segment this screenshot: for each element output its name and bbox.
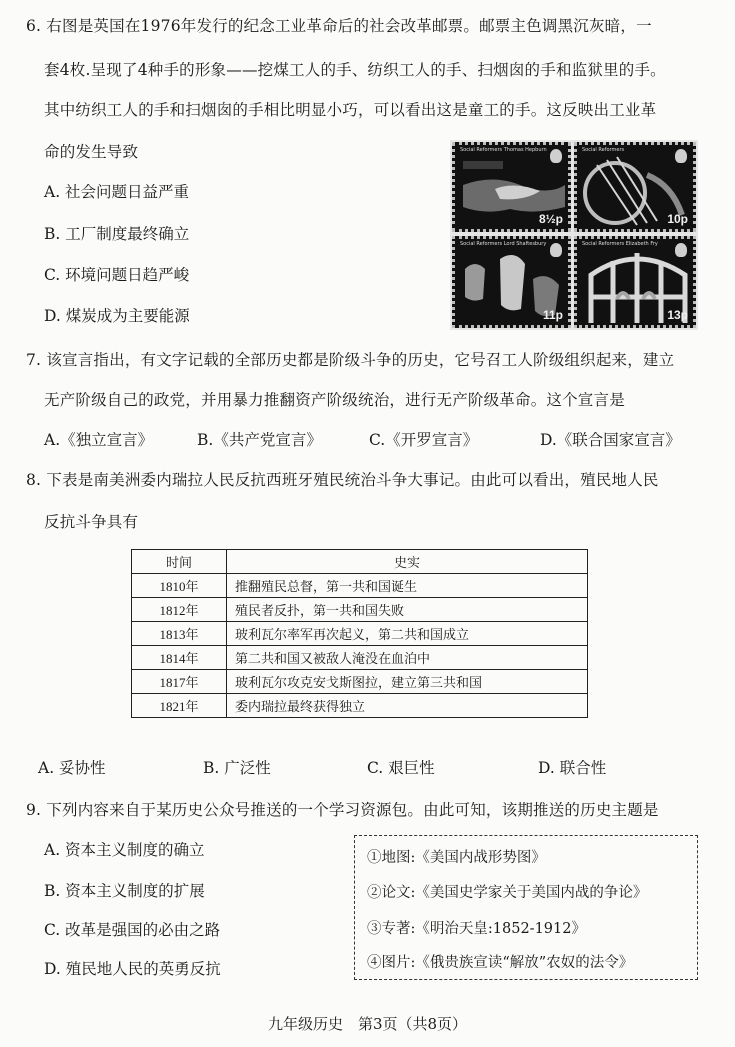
resource-item-map: ①地图:《美国内战形势图》 xyxy=(367,850,546,866)
q6-stem-line1: 6. 右图是英国在1976年发行的纪念工业革命后的社会改革邮票。邮票主色调黑沉灰暗，一 xyxy=(26,17,652,35)
year-cell: 1821年 xyxy=(132,694,227,718)
stamp-value: 10p xyxy=(667,212,688,226)
fact-cell: 玻利瓦尔攻克安戈斯图拉，建立第三共和国 xyxy=(227,670,588,694)
q6-option-b[interactable]: B. 工厂制度最终确立 xyxy=(44,225,190,243)
page-footer: 九年级历史 第3页（共8页） xyxy=(267,1015,468,1033)
q7-stem-line1: 7. 该宣言指出，有文字记载的全部历史都是阶级斗争的历史，它号召工人阶级组织起来，建立 xyxy=(26,351,675,369)
table-row xyxy=(132,694,588,718)
q6-stem-line3: 其中纺织工人的手和扫烟囱的手相比明显小巧，可以看出这是童工的手。这反映出工业革 xyxy=(44,101,657,119)
stamp-value: 8½p xyxy=(538,212,563,226)
q7-option-c[interactable]: C.《开罗宣言》 xyxy=(369,431,479,449)
resource-pack-box xyxy=(354,835,698,980)
stamp-caption: Social Reformers xyxy=(582,147,625,153)
table-row xyxy=(132,646,588,670)
table-row xyxy=(132,670,588,694)
q9-option-c[interactable]: C. 改革是强国的必由之路 xyxy=(44,921,221,939)
q6-stem-line4: 命的发生导致 xyxy=(44,143,139,161)
q6-option-c[interactable]: C. 环境问题日趋严峻 xyxy=(44,266,190,284)
table-row xyxy=(132,622,588,646)
year-cell: 1812年 xyxy=(132,598,227,622)
q8-stem-line2: 反抗斗争具有 xyxy=(44,513,139,531)
fact-cell: 殖民者反扑，第一共和国失败 xyxy=(227,598,588,622)
stamp-textile-hand xyxy=(574,142,696,232)
stamp-value: 11p xyxy=(542,308,563,322)
year-cell: 1810年 xyxy=(132,574,227,598)
venezuela-timeline-table xyxy=(131,549,588,718)
table-header-row xyxy=(132,550,588,574)
stamp-prison-hand xyxy=(574,236,696,328)
fact-cell: 玻利瓦尔率军再次起义，第二共和国成立 xyxy=(227,622,588,646)
stamp-set-image xyxy=(450,140,698,330)
year-cell: 1817年 xyxy=(132,670,227,694)
stamp-value: 13p xyxy=(667,308,688,322)
q7-stem-line2: 无产阶级自己的政党，并用暴力推翻资产阶级统治，进行无产阶级革命。这个宣言是 xyxy=(44,391,625,409)
resource-item-monograph: ③专著:《明治天皇:1852-1912》 xyxy=(367,921,586,937)
q8-option-d[interactable]: D. 联合性 xyxy=(538,759,607,777)
stamp-caption: Social Reformers Thomas Hepburn xyxy=(460,147,547,153)
q7-option-a[interactable]: A.《独立宣言》 xyxy=(44,431,154,449)
q9-option-a[interactable]: A. 资本主义制度的确立 xyxy=(44,841,205,859)
q7-option-b[interactable]: B.《共产党宣言》 xyxy=(197,431,322,449)
fact-cell: 推翻殖民总督，第一共和国诞生 xyxy=(227,574,588,598)
stamp-caption: Social Reformers Lord Shaftesbury xyxy=(460,241,547,247)
q8-option-b[interactable]: B. 广泛性 xyxy=(203,759,271,777)
stamp-caption: Social Reformers Elizabeth Fry xyxy=(582,241,658,247)
year-cell: 1814年 xyxy=(132,646,227,670)
resource-item-paper: ②论文:《美国史学家关于美国内战的争论》 xyxy=(367,885,648,901)
q9-option-d[interactable]: D. 殖民地人民的英勇反抗 xyxy=(44,960,221,978)
q6-stem-line2: 套4枚.呈现了4种手的形象——挖煤工人的手、纺织工人的手、扫烟囱的手和监狱里的手。 xyxy=(44,61,666,79)
q9-stem-line1: 9. 下列内容来自于某历史公众号推送的一个学习资源包。由此可知，该期推送的历史主题是 xyxy=(26,801,659,819)
header-time: 时间 xyxy=(132,550,227,574)
resource-item-picture: ④图片:《俄贵族宣读“解放”农奴的法令》 xyxy=(367,955,634,971)
q8-option-a[interactable]: A. 妥协性 xyxy=(38,759,106,777)
stamp-chimney-sweep-hand xyxy=(452,236,571,328)
table-row xyxy=(132,598,588,622)
year-cell: 1813年 xyxy=(132,622,227,646)
q7-option-d[interactable]: D.《联合国家宣言》 xyxy=(540,431,681,449)
q8-stem-line1: 8. 下表是南美洲委内瑞拉人民反抗西班牙殖民统治斗争大事记。由此可以看出，殖民地人民 xyxy=(26,471,659,489)
fact-cell: 第二共和国又被敌人淹没在血泊中 xyxy=(227,646,588,670)
q9-option-b[interactable]: B. 资本主义制度的扩展 xyxy=(44,882,205,900)
q6-option-a[interactable]: A. 社会问题日益严重 xyxy=(44,183,190,201)
stamp-mining-hand xyxy=(452,142,571,232)
header-fact: 史实 xyxy=(227,550,588,574)
fact-cell: 委内瑞拉最终获得独立 xyxy=(227,694,588,718)
table-row xyxy=(132,574,588,598)
q8-option-c[interactable]: C. 艰巨性 xyxy=(367,759,435,777)
q6-option-d[interactable]: D. 煤炭成为主要能源 xyxy=(44,307,190,325)
